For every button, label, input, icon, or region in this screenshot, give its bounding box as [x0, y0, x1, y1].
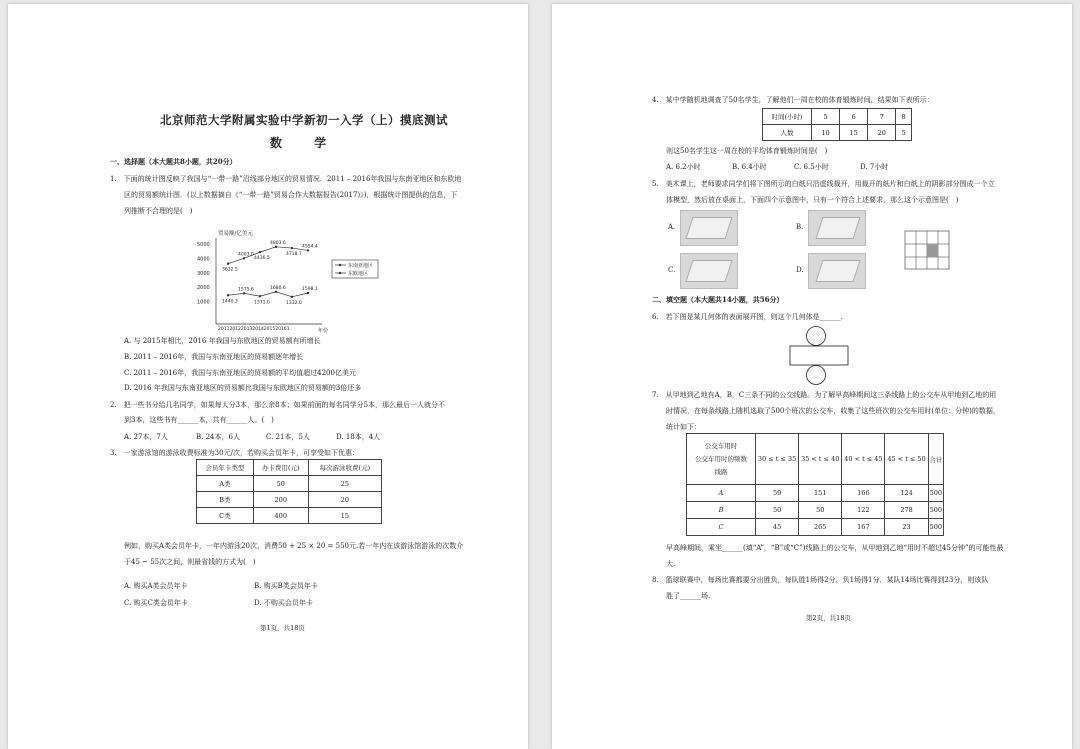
q4-option-c: C. 6.5小时 — [794, 163, 829, 171]
table-cell: 166 — [842, 485, 885, 502]
table-cell: 人数 — [763, 125, 812, 141]
q1-line: 1. 下面的统计图反映了我国与“一带一路”沿线部分地区的贸易情况．2011 – 2016年我国与东南亚地区和东欧地 — [110, 175, 462, 183]
q4-option-b: B. 6.4小时 — [732, 163, 767, 171]
table-cell: 25 — [308, 476, 381, 492]
section-heading-choice: 一、选择题（本大题共8小题，共20分） — [110, 157, 237, 166]
data-point — [307, 292, 309, 294]
y-tick-label: 4000 — [197, 256, 210, 263]
data-label: 4803.6 — [270, 240, 286, 246]
table-header: 办卡费用(元) — [253, 460, 308, 476]
table-cell: C类 — [197, 508, 254, 524]
table-header: 30 ≤ t ≤ 35 — [756, 434, 799, 485]
q5-line: 体模型，然后放在桌面上，下面四个示意图中，只有一个符合上述要求，那么这个示意图是( ) — [666, 196, 959, 204]
q7-tail: 大. — [666, 560, 676, 568]
table-header: 每次游泳收费(元) — [308, 460, 381, 476]
table-cell: 278 — [885, 502, 928, 519]
data-label: 1680.6 — [270, 285, 286, 291]
table-cell: A类 — [197, 476, 254, 492]
legend-item-southeast-asia: 东南亚地区 — [348, 263, 374, 269]
table-cell: 265 — [799, 519, 842, 536]
data-point — [307, 249, 309, 251]
q5-option-c-image — [680, 253, 738, 289]
q1-option-a: A. 与 2015年相比，2016 年我国与东欧地区的贸易额有所增长 — [124, 337, 321, 345]
data-point — [291, 296, 293, 298]
data-label: 4554.4 — [302, 244, 318, 250]
q7-line: 时情况，在每条线路上随机选取了500个班次的公交车，收集了这些班次的公交车用时(单位：分钟)的数据， — [666, 407, 1000, 415]
series-eastern-europe — [222, 285, 318, 306]
table-header-sub: 线路 — [714, 467, 728, 476]
document-page-2 — [552, 4, 1072, 749]
table-cell: 5 — [896, 125, 912, 141]
chart-xlabel: 年份 — [318, 328, 329, 334]
bus-time-table — [686, 433, 944, 536]
q3-line: 例如，购买A类会员年卡，一年内游泳20次，消费50 + 25 × 20 = 550元.若一年内在该游泳馆游泳的次数介 — [124, 542, 464, 550]
y-tick-labels — [197, 242, 210, 306]
q5-option-a-label: A. — [668, 223, 676, 231]
table-cell: 7 — [868, 109, 896, 125]
document-page-1 — [8, 4, 528, 749]
q1-option-b: B. 2011 – 2016年，我国与东南亚地区的贸易额逐年增长 — [124, 353, 304, 361]
data-point — [243, 292, 245, 294]
table-cell: 167 — [842, 519, 885, 536]
q3-intro: 3. 一家游泳馆的游泳收费标准为30元/次，若购买会员年卡，可享受如下优惠： — [110, 449, 359, 457]
q2-option-d: D. 18本，4人 — [336, 433, 381, 441]
series-southeast-asia — [222, 240, 318, 273]
q8-line: 8. 篮球联赛中，每场比赛都要分出胜负，每队胜1场得2分，负1场得1分．某队14场比赛得到23分，则该队 — [652, 576, 989, 584]
data-label: 4436.5 — [254, 256, 270, 262]
y-tick-label: 2000 — [197, 285, 210, 292]
q7-tail: 早高峰期间，乘坐______(填“A”，“B”或“C”)线路上的公交车，从甲地到乙地“用时不超过45分钟”的可能性最 — [666, 544, 1004, 552]
table-cell: C — [687, 519, 756, 536]
table-cell: 50 — [799, 502, 842, 519]
q4-question: 则这50名学生这一周在校的平均体育锻炼时间是( ) — [666, 147, 828, 155]
q2-option-b: B. 24本，6人 — [196, 433, 240, 441]
legend-item-eastern-europe: 东欧地区 — [348, 271, 369, 277]
table-cell: B类 — [197, 492, 254, 508]
q1-option-d: D. 2016 年我国与东南亚地区的贸易额比我国与东欧地区的贸易额的3倍还多 — [124, 384, 362, 392]
data-label: 1598.1 — [302, 286, 318, 292]
data-point — [227, 262, 229, 264]
data-label: 3632.5 — [222, 267, 238, 273]
table-cell: 15 — [308, 508, 381, 524]
table-cell: 23 — [885, 519, 928, 536]
table-cell: B — [687, 502, 756, 519]
membership-table — [196, 459, 382, 524]
q5-option-a-image — [680, 210, 738, 246]
data-label: 1371.0 — [254, 300, 270, 306]
page-footer: 第2页，共18页 — [806, 614, 851, 622]
data-point — [259, 295, 261, 297]
table-header: 40 < t ≤ 45 — [842, 434, 885, 485]
data-point — [243, 257, 245, 259]
q8-line: 胜了______场. — [666, 592, 711, 600]
chart-ylabel: 贸易额/亿美元 — [218, 231, 253, 237]
q1-line: 列推断不合理的是( ) — [124, 207, 193, 215]
q5-option-c-label: C. — [668, 266, 676, 274]
q1-option-c: C. 2011 – 2016年，我国与东南亚地区的贸易额的平均值超过4200亿美元 — [124, 369, 356, 377]
table-header: 45 < t ≤ 50 — [885, 434, 928, 485]
q2-line: 到3本，这些书有______本，共有______人。( ) — [124, 416, 274, 424]
q1-line: 区的贸易额统计图．(以上数据摘自《“一带一路”贸易合作大数据报告(2017)》)，根据统计图提供的信息，下 — [124, 191, 458, 199]
page-footer: 第1页，共18页 — [260, 624, 305, 632]
y-tick-label: 1000 — [197, 299, 210, 306]
q3-option-c: C. 购买C类会员年卡 — [124, 599, 188, 607]
subject-title: 数 学 — [270, 136, 341, 150]
table-cell: 500 — [928, 519, 943, 536]
chart-xticks: 2011201220132014201520161 — [218, 327, 290, 332]
data-point — [275, 291, 277, 293]
q2-option-a: A. 27本，7人 — [124, 433, 168, 441]
table-cell: 50 — [253, 476, 308, 492]
data-label: 4718.7 — [286, 252, 302, 258]
table-cell: 20 — [308, 492, 381, 508]
data-label: 1440.3 — [222, 299, 238, 305]
exercise-time-table — [762, 108, 912, 141]
table-header-sub: 公交车用时的频数 — [695, 454, 747, 463]
exam-title: 北京师范大学附属实验中学新初一入学（上）摸底测试 — [160, 113, 448, 127]
data-label: 1575.6 — [238, 287, 254, 293]
table-cell: 时间(小时) — [763, 109, 812, 125]
q4-intro: 4. 某中学随机地调查了50名学生，了解他们一周在校的体育锻炼时间，结果如下表所示： — [652, 96, 934, 104]
q3-line: 于45 ~ 55次之间，则最省钱的方式为( ) — [124, 558, 256, 566]
table-cell: 8 — [896, 109, 912, 125]
section-heading-fill: 二、填空题（本大题共14小题，共56分） — [652, 295, 784, 304]
q5-option-d-image — [808, 253, 866, 289]
table-cell: 50 — [756, 502, 799, 519]
series-line — [228, 292, 308, 297]
table-header-diagonal — [687, 434, 756, 485]
table-cell: 400 — [253, 508, 308, 524]
table-cell: 6 — [840, 109, 868, 125]
table-cell: 5 — [812, 109, 840, 125]
table-cell: 10 — [812, 125, 840, 141]
q5-option-b-image — [808, 210, 866, 246]
table-header-sub: 公交车用时 — [704, 441, 738, 450]
q4-option-a: A. 6.2小时 — [666, 163, 701, 171]
data-label: 4003.0 — [238, 252, 254, 258]
cylinder-net-figure — [786, 326, 852, 386]
y-tick-label: 3000 — [197, 270, 210, 277]
table-cell: 500 — [928, 502, 943, 519]
table-cell: 15 — [840, 125, 868, 141]
y-tick-label: 5000 — [197, 242, 210, 248]
table-header: 35 < t ≤ 40 — [799, 434, 842, 485]
table-cell: 124 — [885, 485, 928, 502]
table-header: 合计 — [928, 434, 943, 485]
table-cell: 59 — [756, 485, 799, 502]
net-diagram — [904, 230, 950, 270]
table-cell: 122 — [842, 502, 885, 519]
table-cell: 20 — [868, 125, 896, 141]
q6-text: 6. 若下图是某几何体的表面展开图，则这个几何体是______. — [652, 313, 843, 321]
data-point — [227, 294, 229, 296]
table-cell: A — [687, 485, 756, 502]
trade-line-chart — [194, 226, 384, 334]
q2-line: 2. 把一些书分给几名同学，如果每人分3本，那么余8本；如果前面的每名同学分5本，那么最后一人就分不 — [110, 401, 446, 409]
q5-option-d-label: D. — [796, 266, 804, 274]
q7-line: 7. 从甲地到乙地有A，B，C三条不同的公交线路。为了解早高峰期间这三条线路上的公交车从甲地到乙地的用 — [652, 391, 997, 399]
q5-option-b-label: B. — [796, 223, 804, 231]
data-point — [275, 246, 277, 248]
data-point — [291, 247, 293, 249]
table-cell: 200 — [253, 492, 308, 508]
q2-option-c: C. 21本，5人 — [266, 433, 310, 441]
q3-option-a: A. 购买A类会员年卡 — [124, 582, 188, 590]
q4-option-d: D. 7小时 — [860, 163, 889, 171]
table-cell: 45 — [756, 519, 799, 536]
data-point — [259, 251, 261, 253]
q3-option-b: B. 购买B类会员年卡 — [254, 582, 318, 590]
data-label: 1332.0 — [286, 300, 302, 306]
table-cell: 151 — [799, 485, 842, 502]
q3-option-d: D. 不购买会员年卡 — [254, 599, 313, 607]
table-header: 会员年卡类型 — [197, 460, 254, 476]
q5-line: 5. 美术课上，老师要求同学们将下图所示的白纸只沿虚线裁开，用裁开的纸片和白纸上的阴影部分围成一个立 — [652, 180, 995, 188]
q7-line: 统计如下： — [666, 423, 701, 431]
table-cell: 500 — [928, 485, 943, 502]
